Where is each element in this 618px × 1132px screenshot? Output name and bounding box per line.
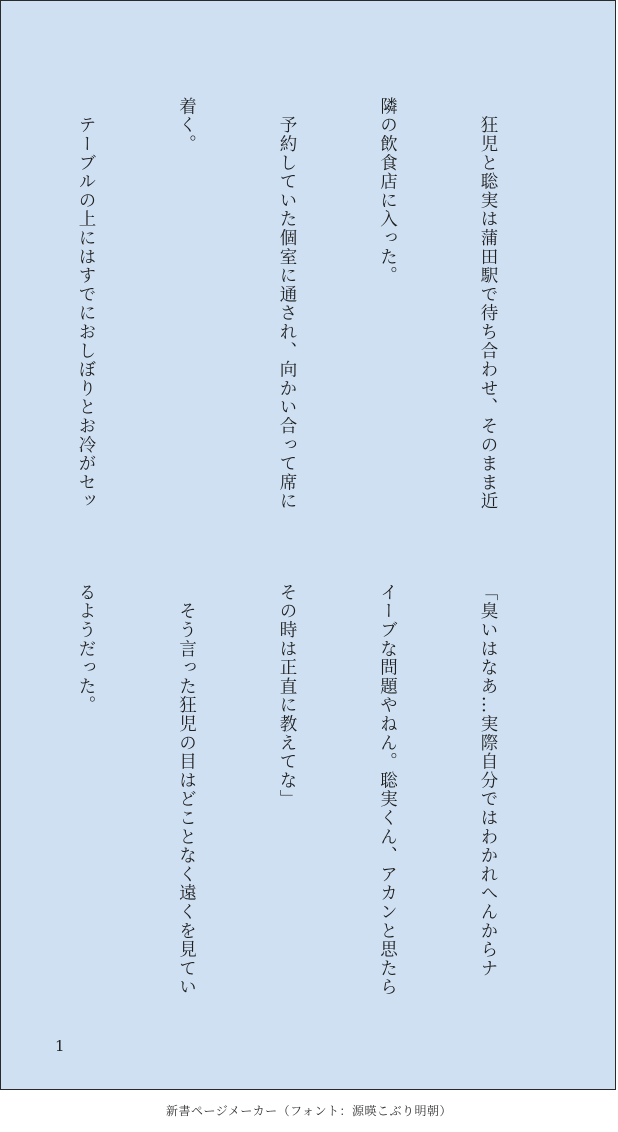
footer-credit: 新書ページメーカー（フォント：源暎こぶり明朝） [165, 1104, 453, 1118]
text-block-bottom [0, 583, 571, 1023]
text-line: 着く。 [176, 97, 197, 154]
text-block-top [0, 97, 571, 537]
text-line [0, 583, 2, 1023]
text-line: 「臭いはなあ…実際自分ではわかれへんからナ [478, 583, 498, 978]
text-line: るようだった。 [76, 583, 96, 715]
text-line: その時は正直に教えてな」 [277, 583, 297, 809]
page-number: 1 [55, 1037, 65, 1055]
text-line [0, 97, 2, 537]
text-line: 狂児と聡実は蒲田駅で待ち合わせ、そのまま近 [478, 97, 498, 511]
text-line: 隣の飲食店に入った。 [377, 97, 398, 285]
text-line: イーブな問題やねん。聡実くん、アカンと思たら [377, 583, 398, 997]
text-line: テーブルの上にはすでにおしぼりとお冷がセッ [76, 97, 96, 511]
text-line: 予約していた個室に通され、向かい合って席に [277, 97, 297, 511]
text-line: そう言った狂児の目はどことなく遠くを見てい [176, 583, 197, 997]
